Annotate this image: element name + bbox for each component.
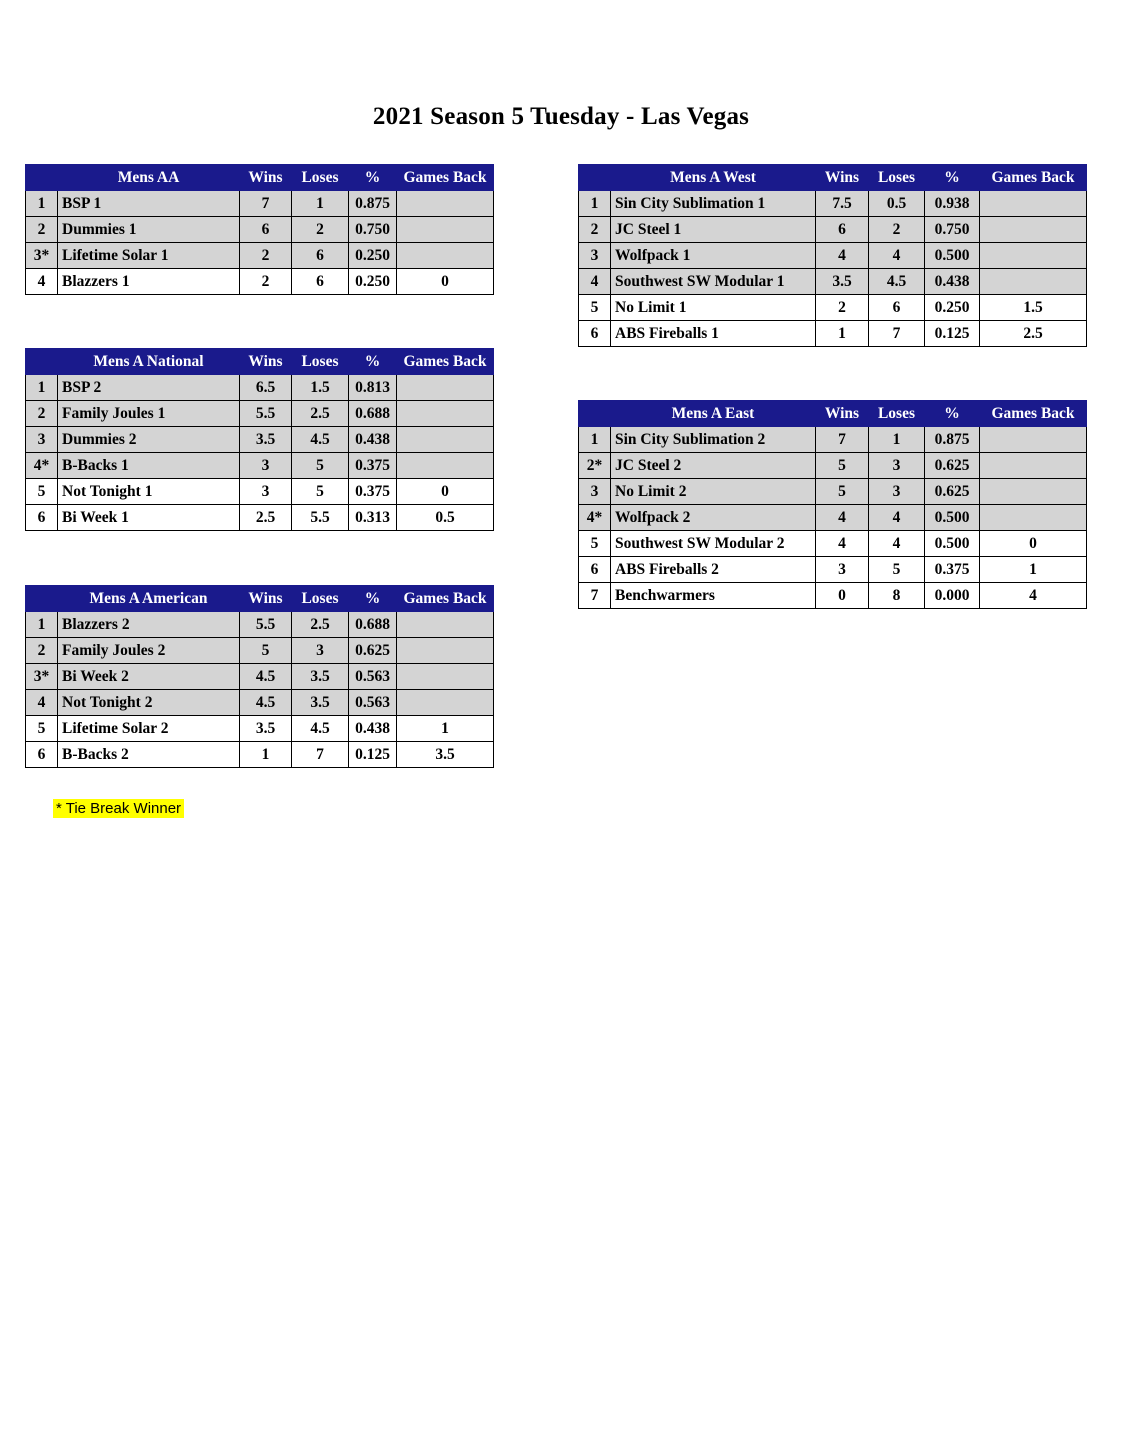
cell-percent: 0.125	[925, 321, 980, 347]
cell-team: Lifetime Solar 1	[58, 243, 240, 269]
cell-wins: 1	[240, 742, 292, 768]
cell-team: No Limit 2	[611, 479, 816, 505]
cell-wins: 6.5	[240, 375, 292, 401]
cell-wins: 7.5	[816, 191, 869, 217]
column-header-games-back: Games Back	[980, 165, 1087, 191]
cell-rank: 2*	[579, 453, 611, 479]
cell-team: Family Joules 2	[58, 638, 240, 664]
cell-loses: 5.5	[292, 505, 349, 531]
cell-wins: 3	[816, 557, 869, 583]
cell-rank: 3*	[26, 664, 58, 690]
table-header-row	[26, 349, 494, 375]
column-header-games-back: Games Back	[397, 349, 494, 375]
cell-loses: 3	[869, 453, 925, 479]
cell-team: Dummies 2	[58, 427, 240, 453]
cell-loses: 4	[869, 243, 925, 269]
cell-wins: 2	[240, 243, 292, 269]
cell-games-back	[397, 401, 494, 427]
cell-percent: 0.375	[349, 479, 397, 505]
cell-wins: 3.5	[816, 269, 869, 295]
cell-wins: 2	[240, 269, 292, 295]
cell-wins: 5.5	[240, 612, 292, 638]
cell-wins: 5	[816, 453, 869, 479]
cell-rank: 6	[26, 505, 58, 531]
cell-rank: 5	[579, 295, 611, 321]
cell-rank: 4*	[579, 505, 611, 531]
cell-team: B-Backs 1	[58, 453, 240, 479]
cell-games-back: 3.5	[397, 742, 494, 768]
cell-rank: 3*	[26, 243, 58, 269]
cell-loses: 4	[869, 505, 925, 531]
standings-table-mens-a-east	[578, 400, 1087, 609]
cell-games-back	[980, 243, 1087, 269]
cell-wins: 0	[816, 583, 869, 609]
cell-team: BSP 2	[58, 375, 240, 401]
cell-team: Blazzers 2	[58, 612, 240, 638]
cell-rank: 1	[26, 375, 58, 401]
cell-rank: 4	[26, 269, 58, 295]
cell-loses: 0.5	[869, 191, 925, 217]
column-header-division: Mens AA	[58, 165, 240, 191]
cell-rank: 1	[579, 191, 611, 217]
page-title: 2021 Season 5 Tuesday - Las Vegas	[372, 103, 750, 130]
cell-loses: 1	[292, 191, 349, 217]
cell-rank: 3	[579, 243, 611, 269]
table-row	[579, 243, 1087, 269]
cell-games-back: 0	[397, 479, 494, 505]
cell-games-back: 0.5	[397, 505, 494, 531]
cell-loses: 6	[292, 243, 349, 269]
cell-loses: 4.5	[292, 716, 349, 742]
cell-team: Blazzers 1	[58, 269, 240, 295]
cell-games-back	[980, 217, 1087, 243]
cell-loses: 5	[292, 453, 349, 479]
cell-team: Lifetime Solar 2	[58, 716, 240, 742]
cell-percent: 0.000	[925, 583, 980, 609]
cell-percent: 0.125	[349, 742, 397, 768]
table-header-row	[579, 401, 1087, 427]
table-row	[579, 217, 1087, 243]
cell-loses: 3.5	[292, 664, 349, 690]
cell-percent: 0.750	[925, 217, 980, 243]
column-header-rank	[26, 349, 58, 375]
cell-games-back	[980, 453, 1087, 479]
cell-wins: 7	[816, 427, 869, 453]
table-row	[579, 321, 1087, 347]
table-row	[579, 557, 1087, 583]
cell-percent: 0.250	[925, 295, 980, 321]
column-header-percent: %	[349, 349, 397, 375]
cell-team: Bi Week 2	[58, 664, 240, 690]
cell-rank: 4	[26, 690, 58, 716]
cell-wins: 5	[240, 638, 292, 664]
cell-games-back: 1.5	[980, 295, 1087, 321]
cell-games-back: 4	[980, 583, 1087, 609]
table-row	[579, 191, 1087, 217]
cell-loses: 2	[292, 217, 349, 243]
column-header-rank	[26, 586, 58, 612]
cell-percent: 0.500	[925, 505, 980, 531]
cell-games-back	[980, 269, 1087, 295]
cell-games-back	[980, 479, 1087, 505]
table-row	[26, 269, 494, 295]
cell-games-back: 0	[980, 531, 1087, 557]
cell-loses: 5	[869, 557, 925, 583]
table-row	[26, 716, 494, 742]
cell-team: B-Backs 2	[58, 742, 240, 768]
cell-loses: 4.5	[869, 269, 925, 295]
cell-loses: 4.5	[292, 427, 349, 453]
column-header-rank	[26, 165, 58, 191]
cell-wins: 4.5	[240, 664, 292, 690]
cell-team: Dummies 1	[58, 217, 240, 243]
cell-wins: 7	[240, 191, 292, 217]
cell-percent: 0.625	[925, 453, 980, 479]
cell-wins: 1	[816, 321, 869, 347]
cell-team: No Limit 1	[611, 295, 816, 321]
cell-rank: 4*	[26, 453, 58, 479]
cell-loses: 8	[869, 583, 925, 609]
table-row	[579, 453, 1087, 479]
cell-rank: 1	[579, 427, 611, 453]
tie-break-legend: * Tie Break Winner	[53, 799, 184, 818]
cell-team: Southwest SW Modular 2	[611, 531, 816, 557]
cell-games-back	[397, 690, 494, 716]
cell-percent: 0.688	[349, 401, 397, 427]
column-header-loses: Loses	[292, 349, 349, 375]
cell-games-back: 1	[980, 557, 1087, 583]
table-row	[26, 243, 494, 269]
cell-loses: 2.5	[292, 401, 349, 427]
cell-games-back	[980, 505, 1087, 531]
cell-games-back	[397, 217, 494, 243]
cell-games-back	[397, 612, 494, 638]
column-header-percent: %	[925, 165, 980, 191]
table-row	[26, 505, 494, 531]
cell-games-back: 0	[397, 269, 494, 295]
standings-table-mens-aa	[25, 164, 494, 295]
cell-team: JC Steel 1	[611, 217, 816, 243]
table-row	[579, 505, 1087, 531]
standings-table-mens-a-west	[578, 164, 1087, 347]
cell-loses: 3	[292, 638, 349, 664]
cell-percent: 0.438	[925, 269, 980, 295]
cell-percent: 0.250	[349, 269, 397, 295]
cell-percent: 0.375	[925, 557, 980, 583]
cell-team: Bi Week 1	[58, 505, 240, 531]
column-header-wins: Wins	[816, 401, 869, 427]
cell-wins: 2.5	[240, 505, 292, 531]
column-header-games-back: Games Back	[980, 401, 1087, 427]
cell-team: ABS Fireballs 1	[611, 321, 816, 347]
cell-percent: 0.750	[349, 217, 397, 243]
cell-rank: 2	[26, 217, 58, 243]
cell-rank: 1	[26, 612, 58, 638]
cell-percent: 0.563	[349, 664, 397, 690]
cell-rank: 6	[579, 321, 611, 347]
cell-games-back: 2.5	[980, 321, 1087, 347]
cell-rank: 5	[26, 479, 58, 505]
cell-percent: 0.938	[925, 191, 980, 217]
table-row	[26, 690, 494, 716]
table-row	[26, 375, 494, 401]
cell-wins: 3.5	[240, 427, 292, 453]
column-header-percent: %	[349, 586, 397, 612]
table-header-row	[579, 165, 1087, 191]
cell-games-back	[397, 453, 494, 479]
cell-wins: 4.5	[240, 690, 292, 716]
cell-percent: 0.375	[349, 453, 397, 479]
column-header-rank	[579, 401, 611, 427]
cell-percent: 0.875	[349, 191, 397, 217]
table-row	[579, 269, 1087, 295]
cell-percent: 0.688	[349, 612, 397, 638]
table-row	[579, 531, 1087, 557]
table-row	[26, 217, 494, 243]
cell-games-back: 1	[397, 716, 494, 742]
cell-rank: 2	[579, 217, 611, 243]
column-header-wins: Wins	[240, 349, 292, 375]
cell-wins: 3	[240, 479, 292, 505]
cell-percent: 0.813	[349, 375, 397, 401]
column-header-loses: Loses	[869, 165, 925, 191]
table-row	[26, 742, 494, 768]
cell-team: BSP 1	[58, 191, 240, 217]
cell-rank: 4	[579, 269, 611, 295]
cell-team: Sin City Sublimation 2	[611, 427, 816, 453]
cell-games-back	[397, 638, 494, 664]
cell-rank: 2	[26, 638, 58, 664]
cell-team: Sin City Sublimation 1	[611, 191, 816, 217]
cell-percent: 0.250	[349, 243, 397, 269]
cell-games-back	[397, 427, 494, 453]
column-header-wins: Wins	[240, 586, 292, 612]
cell-wins: 6	[816, 217, 869, 243]
cell-loses: 6	[869, 295, 925, 321]
cell-games-back	[397, 375, 494, 401]
table-row	[26, 191, 494, 217]
column-header-loses: Loses	[869, 401, 925, 427]
cell-loses: 6	[292, 269, 349, 295]
cell-loses: 1	[869, 427, 925, 453]
column-header-games-back: Games Back	[397, 165, 494, 191]
column-header-games-back: Games Back	[397, 586, 494, 612]
cell-rank: 6	[579, 557, 611, 583]
cell-percent: 0.563	[349, 690, 397, 716]
column-header-division: Mens A National	[58, 349, 240, 375]
cell-loses: 3.5	[292, 690, 349, 716]
column-header-rank	[579, 165, 611, 191]
cell-wins: 4	[816, 531, 869, 557]
cell-percent: 0.625	[925, 479, 980, 505]
standings-table-mens-a-american	[25, 585, 494, 768]
column-header-division: Mens A West	[611, 165, 816, 191]
column-header-wins: Wins	[240, 165, 292, 191]
cell-rank: 1	[26, 191, 58, 217]
cell-wins: 5	[816, 479, 869, 505]
cell-games-back	[397, 664, 494, 690]
cell-games-back	[980, 191, 1087, 217]
cell-wins: 4	[816, 505, 869, 531]
cell-team: Benchwarmers	[611, 583, 816, 609]
cell-loses: 7	[869, 321, 925, 347]
cell-rank: 6	[26, 742, 58, 768]
table-row	[579, 295, 1087, 321]
cell-loses: 5	[292, 479, 349, 505]
cell-wins: 4	[816, 243, 869, 269]
cell-team: JC Steel 2	[611, 453, 816, 479]
cell-wins: 5.5	[240, 401, 292, 427]
cell-wins: 6	[240, 217, 292, 243]
cell-percent: 0.875	[925, 427, 980, 453]
cell-rank: 5	[579, 531, 611, 557]
cell-loses: 7	[292, 742, 349, 768]
column-header-division: Mens A American	[58, 586, 240, 612]
cell-percent: 0.500	[925, 531, 980, 557]
cell-loses: 4	[869, 531, 925, 557]
table-row	[26, 638, 494, 664]
table-header-row	[26, 165, 494, 191]
cell-games-back	[397, 191, 494, 217]
cell-percent: 0.438	[349, 427, 397, 453]
table-row	[26, 612, 494, 638]
table-row	[26, 479, 494, 505]
cell-games-back	[980, 427, 1087, 453]
cell-percent: 0.438	[349, 716, 397, 742]
table-header-row	[26, 586, 494, 612]
table-row	[26, 453, 494, 479]
table-row	[26, 664, 494, 690]
cell-team: ABS Fireballs 2	[611, 557, 816, 583]
cell-team: Not Tonight 2	[58, 690, 240, 716]
cell-rank: 5	[26, 716, 58, 742]
cell-wins: 2	[816, 295, 869, 321]
cell-games-back	[397, 243, 494, 269]
column-header-percent: %	[349, 165, 397, 191]
table-row	[579, 583, 1087, 609]
cell-loses: 2.5	[292, 612, 349, 638]
column-header-division: Mens A East	[611, 401, 816, 427]
cell-team: Wolfpack 2	[611, 505, 816, 531]
cell-wins: 3.5	[240, 716, 292, 742]
column-header-percent: %	[925, 401, 980, 427]
table-row	[579, 479, 1087, 505]
cell-loses: 1.5	[292, 375, 349, 401]
cell-rank: 3	[26, 427, 58, 453]
cell-percent: 0.313	[349, 505, 397, 531]
cell-team: Southwest SW Modular 1	[611, 269, 816, 295]
cell-percent: 0.500	[925, 243, 980, 269]
cell-team: Family Joules 1	[58, 401, 240, 427]
column-header-wins: Wins	[816, 165, 869, 191]
standings-table-mens-a-national	[25, 348, 494, 531]
table-row	[26, 401, 494, 427]
cell-wins: 3	[240, 453, 292, 479]
cell-loses: 3	[869, 479, 925, 505]
column-header-loses: Loses	[292, 586, 349, 612]
cell-rank: 2	[26, 401, 58, 427]
cell-rank: 3	[579, 479, 611, 505]
column-header-loses: Loses	[292, 165, 349, 191]
cell-team: Not Tonight 1	[58, 479, 240, 505]
cell-loses: 2	[869, 217, 925, 243]
cell-rank: 7	[579, 583, 611, 609]
table-row	[579, 427, 1087, 453]
cell-team: Wolfpack 1	[611, 243, 816, 269]
table-row	[26, 427, 494, 453]
cell-percent: 0.625	[349, 638, 397, 664]
